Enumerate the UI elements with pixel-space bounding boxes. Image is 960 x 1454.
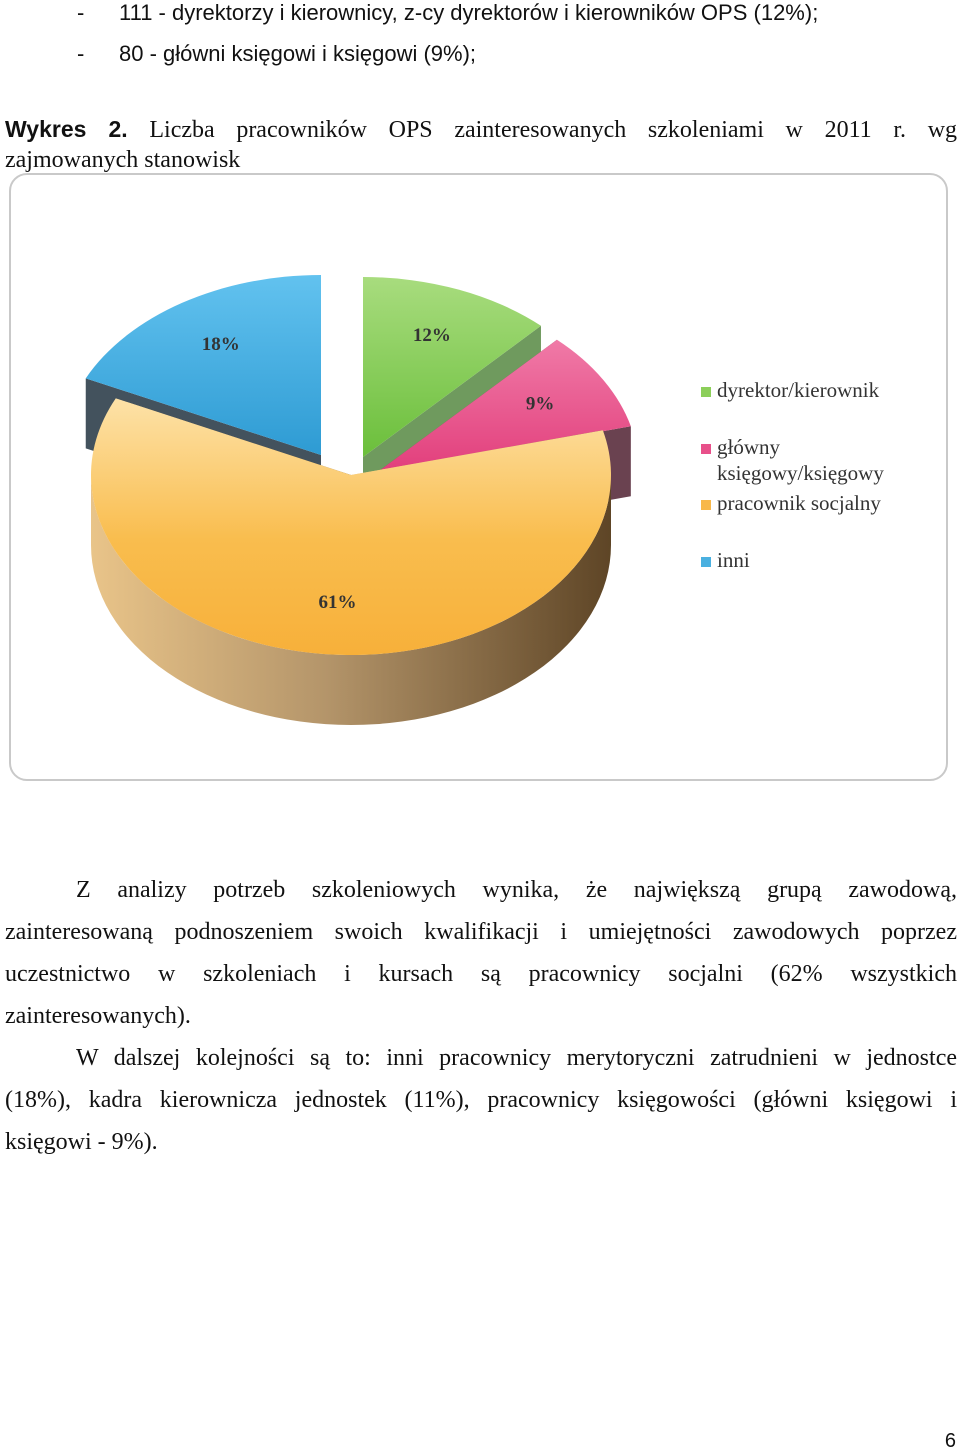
caption-text-1: Liczba pracowników OPS zainteresowanych szkoleniami w 2011 r. wg [149,117,958,143]
list-dash: - [77,0,85,25]
page-number: 6 [944,1430,956,1452]
legend-swatch [701,557,711,567]
paragraph-line: (18%), kadra kierownicza jednostek (11%), pracownicy księgowości (główni księgowi i [5,1087,957,1113]
pie-slice-2 [91,398,611,725]
paragraph-line: W dalszej kolejności są to: inni pracownicy merytoryczni zatrudnieni w jednostce [76,1045,957,1071]
figure-caption [5,114,957,175]
paragraph-line: uczestnictwo w szkoleniach i kursach są pracownicy socjalni (62% wszystkich [5,961,957,987]
paragraph-line: Z analizy potrzeb szkoleniowych wynika, że największą grupą zawodową, [76,877,957,903]
paragraph-line: zainteresowanych). [5,1003,191,1029]
legend-entry: dyrektor/kierownik [717,378,880,402]
caption-line-2: zajmowanych stanowisk [5,147,241,173]
list-dash: - [77,41,85,66]
slice-label: 12% [412,324,451,346]
legend-entry: pracownik socjalny [717,491,881,515]
caption-line-1 [5,114,957,145]
caption-label: Wykres 2. [5,116,128,142]
paragraph-line: księgowi - 9%). [5,1129,158,1155]
slice-label: 9% [525,393,555,415]
legend-swatch [701,387,711,397]
list-item-text: 111 - dyrektorzy i kierownicy, z-cy dyrektorów i kierowników OPS (12%); [119,0,819,25]
pie-chart [11,175,946,779]
chart-frame [9,173,948,781]
legend-entry-line2: księgowy/księgowy [717,461,884,485]
slice-label: 61% [318,591,357,613]
legend-swatch [701,444,711,454]
paragraph-1 [5,869,957,1037]
legend-swatch [701,500,711,510]
paragraph-2 [5,1037,957,1163]
paragraph-line: zainteresowaną podnoszeniem swoich kwalifikacji i umiejętności zawodowych poprzez [5,919,957,945]
slice-label: 18% [201,333,240,355]
legend-entry: inni [717,548,750,572]
legend-entry: główny [717,435,780,459]
list-item-text: 80 - główni księgowi i księgowi (9%); [119,41,477,66]
